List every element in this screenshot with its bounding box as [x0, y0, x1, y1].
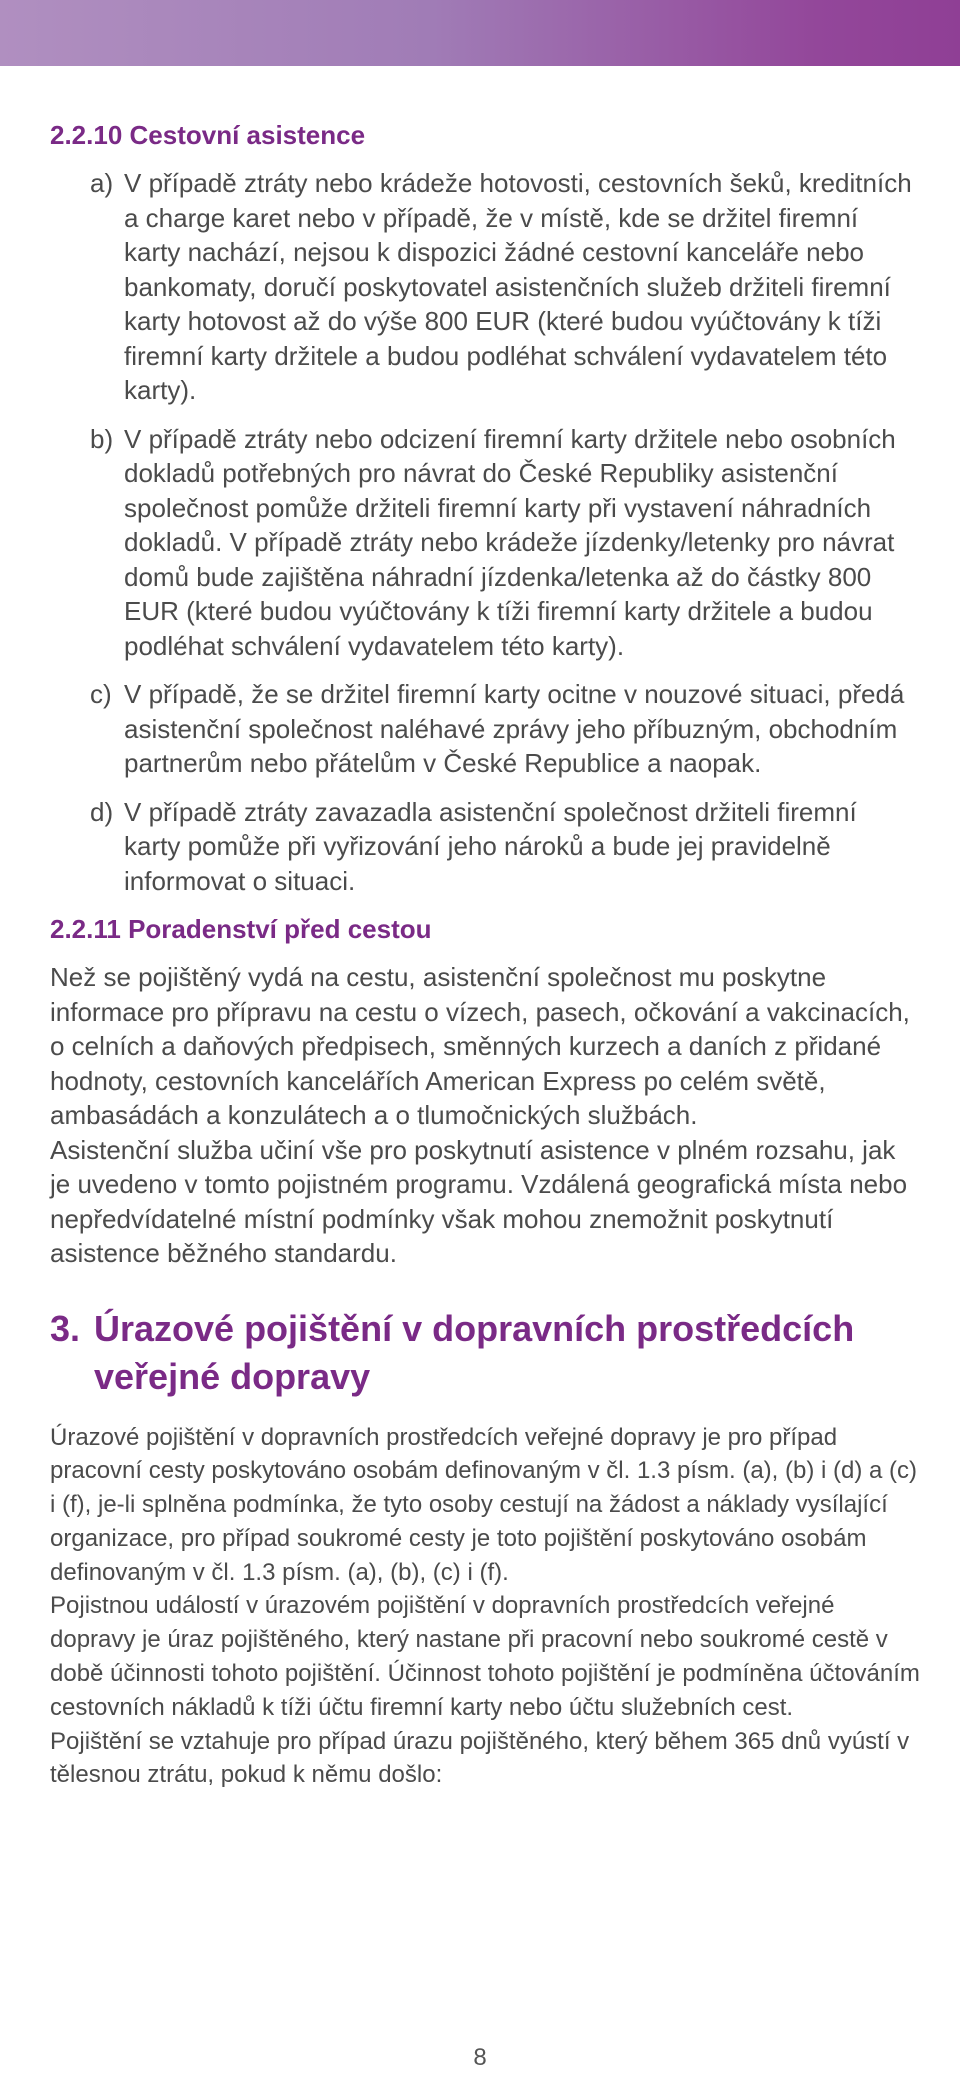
paragraph: Pojištění se vztahuje pro případ úrazu pojištěného, který během 365 dnů vyústí v tělesnou ztrátu, pokud k němu došlo:	[50, 1727, 910, 1789]
section-heading-2-2-10: 2.2.10 Cestovní asistence	[50, 120, 366, 150]
list-item	[90, 166, 920, 408]
advice-text	[50, 960, 920, 1271]
paragraph: Úrazové pojištění v dopravních prostředcích veřejné dopravy je pro případ pracovní cesty poskytováno osobám definovaným v čl. 1.3 písm. (a), (b) i (d) a (c) i (f), je-li splněna podmínka, že tyto osoby cestují na žádost a náklady vysílající organizace, pro případ soukromé cesty je toto pojištění poskytováno osobám definovaným v čl. 1.3 písm. (a), (b), (c) i (f).	[50, 1423, 917, 1586]
item-letter: c)	[90, 679, 112, 709]
item-text: V případě, že se držitel firemní karty ocitne v nouzové situaci, předá asistenční společnost naléhavé zprávy jeho příbuzným, obchodním partnerům nebo přátelům v České Republice a naopak.	[124, 679, 905, 778]
page-content	[50, 118, 920, 1792]
item-letter: d)	[90, 796, 114, 827]
item-text: V případě ztráty zavazadla asistenční společnost držiteli firemní karty pomůže při vyřizování jeho nároků a bude jej pravidelně informovat o situaci.	[124, 796, 857, 896]
list-item	[90, 795, 920, 899]
accident-insurance-text	[50, 1421, 920, 1793]
page-number: 8	[473, 2044, 487, 2071]
top-decorative-band	[0, 0, 960, 66]
item-text: V případě ztráty nebo odcizení firemní karty držitele nebo osobních dokladů potřebných pro návrat do České Republiky asistenční společnost pomůže držiteli firemní karty při vystavení náhradních dokladů. V případě ztráty nebo krádeže jízdenky/letenky pro návrat domů bude zajištěna náhradní jízdenka/letenka až do částky 800 EUR (které budou vyúčtovány k tíži firemní karty držitele a budou podléhat schválení vydavatelem této karty).	[124, 423, 896, 661]
item-text: V případě ztráty nebo krádeže hotovosti, cestovních šeků, kreditních a charge karet nebo v případě, že v místě, kde se držitel firemní karty nachází, nejsou k dispozici žádné cestovní kanceláře nebo bankomaty, doručí poskytovatel asistenčních služeb držiteli firemní karty hotovost až do výše 800 EUR (které budou vyúčtovány k tíži firemní karty držitele a budou podléhat schválení vydavatelem této karty).	[124, 168, 912, 405]
section-title: Úrazové pojištění v dopravních prostředcích veřejné dopravy	[94, 1307, 855, 1397]
item-letter: a)	[90, 168, 114, 198]
section-number: 3.	[50, 1307, 81, 1349]
list-item	[90, 422, 920, 664]
section-heading-2-2-11: 2.2.11 Poradenství před cestou	[50, 914, 432, 944]
item-letter: b)	[90, 423, 114, 454]
paragraph: Asistenční služba učiní vše pro poskytnutí asistence v plném rozsahu, jak je uvedeno v tomto pojistném programu. Vzdálená geografická místa nebo nepředvídatelné místní podmínky však mohou znemožnit poskytnutí asistence běžného standardu.	[50, 1134, 908, 1268]
list-item	[90, 677, 920, 781]
paragraph: Než se pojištěný vydá na cestu, asistenční společnost mu poskytne informace pro přípravu na cestu o vízech, pasech, očkování a vakcinacích, o celních a daňových předpisech, směnných kurzech a daních z přidané hodnoty, cestovních kancelářích American Express po celém světě, ambasádách a konzulátech a o tlumočnických službách.	[50, 962, 910, 1130]
paragraph: Pojistnou událostí v úrazovém pojištění v dopravních prostředcích veřejné dopravy je úraz pojištěného, který nastane při pracovní nebo soukromé cestě v době účinnosti tohoto pojištění. Účinnost tohoto pojištění je podmíněna účtováním cestovních nákladů k tíži účtu firemní karty nebo účtu služebních cest.	[50, 1592, 920, 1721]
section-heading-3	[50, 1305, 920, 1401]
assistance-list	[90, 166, 920, 898]
